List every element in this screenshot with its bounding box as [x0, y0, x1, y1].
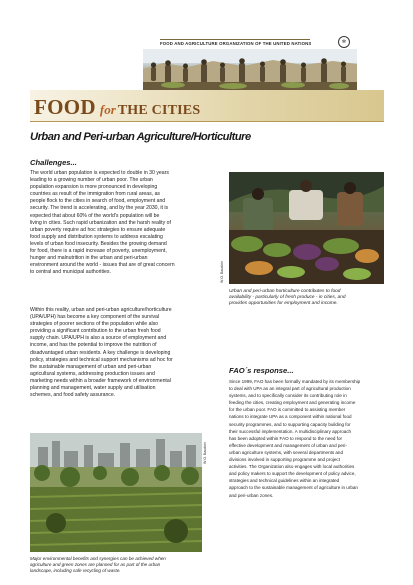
city-landscape-illustration [30, 433, 202, 552]
text-line: activities. The Organization also engages with local authorities [229, 464, 355, 470]
banner-food-word: FOOD [34, 95, 96, 119]
text-line: strategies and technical guidelines within an integrated [229, 478, 340, 484]
banner-photo [143, 49, 357, 91]
city-photo-caption [30, 556, 208, 575]
text-line: disadvantaged urban residents. A key challenge is developing [30, 349, 171, 356]
text-line: their successful implementation. A multidisciplinary approach [229, 428, 352, 434]
fao-emblem-icon: ✻ [338, 36, 350, 48]
challenges-paragraph-1 [30, 170, 219, 276]
banner-rule [30, 121, 384, 122]
text-line: marketing needs within a broader framework of environmental [30, 377, 171, 384]
text-line: approach to the sustainable management of agriculture in urban [229, 485, 358, 491]
text-line: policy, strategies and technical support mechanisms ad hoc for [30, 356, 173, 363]
text-line: to central and municipal authorities. [30, 269, 111, 276]
market-crowd-illustration [143, 49, 357, 91]
text-line: providing a significant contribution to the urban fresh food [30, 328, 161, 335]
text-line: systems, and to specifically consider its contributing role in [229, 393, 347, 399]
text-line: divisions involved in supporting programme and project [229, 457, 340, 463]
text-line: nations to integrate UPA as a component within national food [229, 414, 352, 420]
text-line: feeding the cities, creating employment and generating income [229, 400, 356, 406]
text-line: people flock to the cities in search of food, employment and [30, 198, 166, 205]
caption-line: landscape, including safe recycling of waste. [30, 568, 121, 574]
response-paragraph [229, 378, 384, 499]
organization-name: FOOD AND AGRICULTURE ORGANIZATION OF THE UNITED NATIONS [160, 41, 312, 46]
city-photo-credit: W.O. Baudoin [203, 441, 207, 464]
text-line: levels of urban food insecurity. Besides the growing demand [30, 240, 167, 247]
caption-line: Urban and peri-urban horticulture contributes to food [229, 289, 341, 294]
text-line: security. The trend is accelerating, and by the year 2030, it is [30, 205, 169, 212]
text-line: population expansion is more pronounced in developing [30, 184, 158, 191]
header-rule [160, 39, 310, 40]
text-line: agricultural systems, addressing production issues and [30, 370, 155, 377]
text-line: planning and management, water supply and utilisation [30, 385, 156, 392]
text-line: and policy makers to support the development of policy advice, [229, 471, 356, 477]
urban-green-zone-photo [30, 433, 202, 552]
text-line: Since 1999, FAO has been formally mandated by its membership [229, 379, 361, 384]
text-line: to deal with UPA as an integral part of agricultural production [229, 386, 351, 392]
text-line: for the urban poor. FAO is committed to assisting member [229, 407, 346, 413]
text-line: urban agriculture systems, with several departments and [229, 449, 343, 455]
text-line: supply chain. UPA/UPH is also a source of employment and [30, 335, 167, 342]
text-line: The world urban population is expected to double in 30 years [30, 170, 169, 176]
text-line: hunger and malnutrition in the urban and peri-urban [30, 255, 148, 262]
text-line: Within this reality, urban and peri-urban agriculture/horticulture [30, 307, 172, 313]
text-line: food supply and distribution systems to address escalating [30, 233, 163, 240]
text-line: leading to a growing number of urban poor. The urban [30, 177, 153, 184]
text-line: living in cities. Such rapid urbanization and the harsh reality of [30, 219, 171, 226]
caption-line: Major environmental benefits and synergies can be achieved when [30, 556, 166, 561]
text-line: has been adopted within FAO to respond to the need for [229, 435, 342, 441]
response-heading: FAO´s response... [229, 366, 294, 375]
market-vendors-photo [229, 172, 384, 284]
text-line: income, and has the potential to improve the nutrition of [30, 342, 157, 349]
text-line: the sustainable management of urban and peri-urban [30, 363, 152, 370]
text-line: environment around the world - issues that are of great concern [30, 262, 175, 269]
text-line: for food, there is a rapid increase of poverty, unemployment, [30, 248, 167, 255]
caption-line: provides opportunities for employment and income. [229, 301, 338, 307]
text-line: schemes, and food safety assurance. [30, 392, 116, 399]
challenges-paragraph-2 [30, 307, 219, 399]
market-photo-credit: W.O. Baudoin [220, 260, 224, 283]
text-line: and peri-urban zones. [229, 492, 274, 498]
text-line: strategies of poorer sections of the population while also [30, 321, 159, 328]
banner-cities-word: THE CITIES [117, 103, 201, 118]
text-line: (UPA/UPH) has become a key component of the survival [30, 314, 160, 321]
text-line: security programmes, and to supporting capacity building for [229, 421, 351, 427]
text-line: expected that about 60% of the world's population will be [30, 212, 160, 219]
text-line: urban poverty require ad hoc strategies to ensure adequate [30, 226, 166, 233]
caption-line: agriculture and green zones are planned for as part of the urban [30, 562, 161, 568]
challenges-heading: Challenges... [30, 158, 77, 167]
banner-for-word: for [99, 102, 116, 117]
text-line: countries as result of the immigration from rural areas, as [30, 191, 160, 198]
banner-title [34, 95, 200, 120]
caption-line: availability - particularly of fresh produce - in cities, and [229, 295, 346, 301]
market-vendors-illustration [229, 172, 384, 284]
document-title: Urban and Peri-urban Agriculture/Horticulture [30, 131, 251, 143]
text-line: effective development and management of urban and peri- [229, 442, 347, 448]
market-photo-caption [229, 289, 389, 308]
